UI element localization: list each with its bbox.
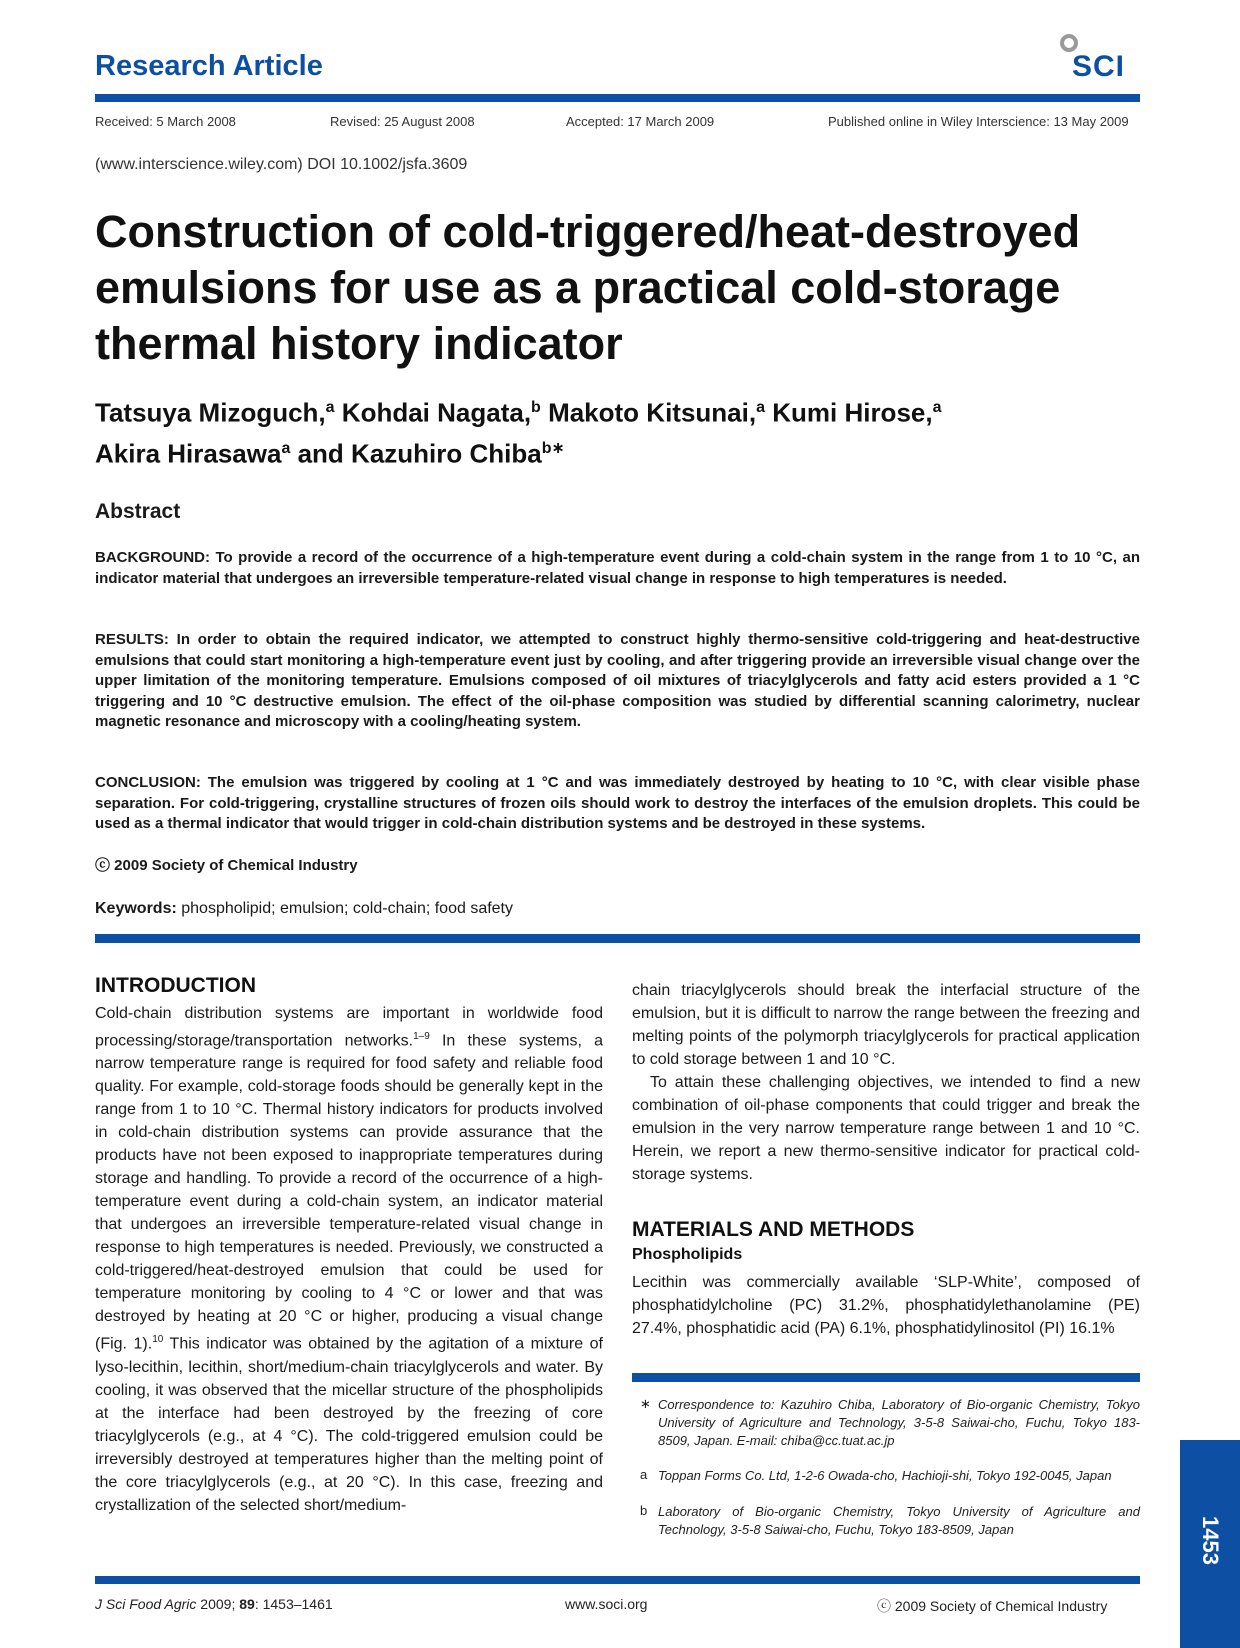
footnote-rule (632, 1373, 1140, 1382)
author-name: Makoto Kitsunai, (548, 397, 757, 428)
affiliation-b-mark: b (640, 1503, 648, 1518)
intro-paragraph-3: To attain these challenging objectives, we intended to find a new combination of oil-phase components that could trigger and break the emulsion in the very narrow temperature range between 1 and 10 °C. Herein, we report a new thermo-sensitive indicator for practical cold-storage systems. (632, 1074, 1140, 1183)
abstract-rule (95, 934, 1140, 943)
abstract-results: RESULTS: In order to obtain the required indicator, we attempted to construct highly thermo-sensitive cold-triggering and heat-destructive emulsions that could start monitoring a high-temperature event just by cooling, and after triggering provide an irreversible visual change over the upper limitation of the monitoring temperature. Emulsions composed of oil mixtures of triacylglycerols and fatty acid esters provided a 1 °C triggering and 10 °C destructive emulsion. The effect of the oil-phase composition was studied by differential scanning calorimetry, nuclear magnetic resonance and microscopy with a cooling/heating system. (95, 631, 1140, 730)
website-link[interactable]: www.soci.org (565, 1596, 648, 1612)
author-list (95, 390, 1175, 471)
author-affiliation: a (932, 399, 942, 416)
keywords-line (95, 900, 513, 918)
accepted-date: Accepted: 17 March 2009 (566, 114, 715, 129)
footer-rule (95, 1576, 1140, 1584)
correspondence-mark: ∗ (640, 1396, 651, 1411)
abstract-background: BACKGROUND: To provide a record of the occurrence of a high-temperature event during a cold-chain system in the range from 1 to 10 °C, an indicator material that undergoes an irreversible temperature-related visual change in response to high temperatures is needed. (95, 549, 1140, 587)
author-affiliation: b (531, 399, 541, 416)
section-label: Research Article (95, 50, 323, 82)
page-number-tab (1180, 1440, 1240, 1648)
logo-text: SCI (1072, 50, 1126, 83)
author-name: Tatsuya Mizoguch, (95, 397, 326, 428)
methods-text: Lecithin was commercially available ‘SLP-White’, composed of phosphatidylcholine (PC) 31.2%, phosphatidylethanolamine (PE) 27.4%, phosphatidic acid (PA) 6.1%, phosphatidylinositol (PI) 16.1% (632, 1274, 1140, 1337)
author-affiliation: a (756, 399, 765, 416)
author-name: and Kazuhiro Chiba (297, 438, 542, 469)
sci-logo (1058, 32, 1138, 84)
article-title: Construction of cold-triggered/heat-destroyed emulsions for use as a practical cold-storage thermal history indicator (95, 206, 1081, 369)
intro-paragraph-1: Cold-chain distribution systems are important in worldwide food processing/storage/transportation networks.$^{1-9}$ In these systems, a narrow temperature range is required for food safety and reliable food quality. For example, cold-storage foods should be generally kept in the range from 1 to 10 °C. Thermal history indicators for products involved in cold-chain distribution systems can provide assurance that the products have not been exposed to inappropriate temperatures during storage and handling. To provide a record of the occurrence of a high-temperature event during a cold-chain system, an indicator material that undergoes an irreversible temperature-related visual change in response to high temperatures is needed. Previously, we constructed a cold-triggered/heat-destroyed emulsion that could be used for temperature monitoring by cooling to 4 °C or lower and that was destroyed by heating at 20 °C or higher, producing a visual change (Fig. 1).$^{10}$ This indicator was obtained by the agitation of a mixture of lyso-lecithin, lecithin, short/medium-chain triacylglycerols and water. By cooling, it was observed that the micellar structure of the phospholipids at the interface had been destroyed by the freezing of core triacylglycerols (e.g., at 4 °C). The cold-triggered emulsion could be irreversibly destroyed at temperatures higher than the melting point of the core triacylglycerols (e.g., at 20 °C). In this case, freezing and crystallization of the selected short/medium- (95, 1005, 604, 1514)
journal-citation: J Sci Food Agric 2009; 89: 1453–1461 (95, 1596, 333, 1612)
intro-left-text (95, 1002, 603, 1517)
page-number: 1453 (1198, 1515, 1223, 1565)
methods-heading: MATERIALS AND METHODS (632, 1218, 915, 1241)
keywords-label: Keywords: (95, 900, 177, 917)
author-affiliation: b∗ (541, 439, 565, 457)
author-name: Kumi Hirose, (772, 397, 933, 428)
received-date: Received: 5 March 2008 (95, 114, 236, 129)
author-affiliation: a (325, 399, 335, 416)
doi-line: (www.interscience.wiley.com) DOI 10.1002/jsfa.3609 (95, 156, 468, 173)
abstract-copyright: ⓒ 2009 Society of Chemical Industry (95, 857, 358, 874)
keywords-text: phospholipid; emulsion; cold-chain; food safety (176, 900, 513, 917)
phospholipids-subheading: Phospholipids (632, 1246, 743, 1263)
affiliation-a: Toppan Forms Co. Ltd, 1-2-6 Owada-cho, Hachioji-shi, Tokyo 192-0045, Japan (658, 1468, 1112, 1483)
author-name: Akira Hirasawa (95, 438, 282, 469)
affiliation-a-mark: a (640, 1467, 648, 1482)
correspondence-footnote: Correspondence to: Kazuhiro Chiba, Laboratory of Bio-organic Chemistry, Tokyo University of Agriculture and Technology, 3-5-8 Saiwai-cho, Fuchu, Tokyo 183-8509, Japan. E-mail: chiba@cc.tuat.ac.jp (658, 1397, 1140, 1448)
intro-heading: INTRODUCTION (95, 974, 256, 997)
published-date: Published online in Wiley Interscience: 13 May 2009 (828, 114, 1129, 129)
footer-copyright: ⓒ 2009 Society of Chemical Industry (877, 1598, 1108, 1614)
abstract-heading: Abstract (95, 500, 181, 523)
author-affiliation: a (281, 439, 291, 457)
affiliation-b: Laboratory of Bio-organic Chemistry, Tokyo University of Agriculture and Technology, 3-5-8 Saiwai-cho, Fuchu, Tokyo 183-8509, Japan (658, 1504, 1140, 1537)
citation-ref: 1–9 (413, 1031, 430, 1042)
author-name: Kohdai Nagata, (341, 397, 532, 428)
revised-date: Revised: 25 August 2008 (330, 114, 475, 129)
intro-right-text (632, 979, 1140, 1186)
intro-paragraph-2: chain triacylglycerols should break the interfacial structure of the emulsion, but it is difficult to narrow the range between the freezing and melting points of the polymorph triacylglycerols for practical application to cold storage between 1 and 10 °C. (632, 982, 1140, 1068)
citation-ref: 10 (152, 1334, 164, 1346)
abstract-conclusion: CONCLUSION: The emulsion was triggered by cooling at 1 °C and was immediately destroyed by heating to 10 °C, with clear visible phase separation. For cold-triggering, crystalline structures of frozen oils should work to destroy the interfaces of the emulsion droplets. This could be used as a thermal indicator that would trigger in cold-chain distribution systems and be destroyed in these systems. (95, 774, 1140, 832)
header-rule (95, 94, 1140, 102)
